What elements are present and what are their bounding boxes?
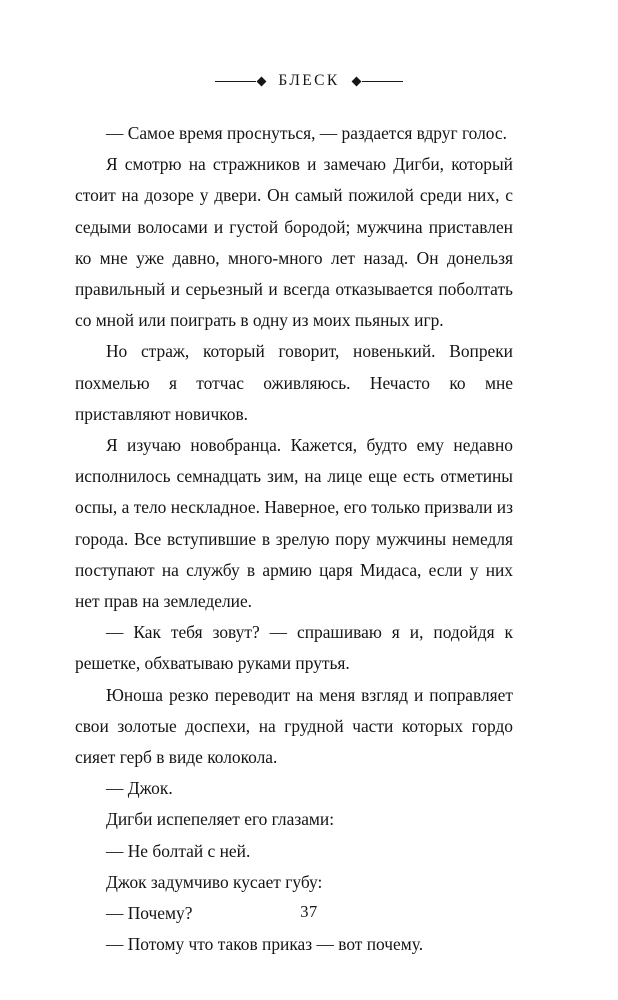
paragraph: Я смотрю на стражников и замечаю Дигби, который стоит на дозоре у двери. Он самый пожилой среди них, с седыми волосами и густой бородой; мужчина приставлен ко мне уже давно, много-много лет назад. Он донельзя правильный и серьезный и всегда отказывается поболтать со мной или поиграть в одну из моих пьяных игр. [75, 154, 513, 331]
paragraph: Я изучаю новобранца. Кажется, будто ему недавно исполнилось семнадцать зим, на лице еще есть отметины оспы, а тело нескладное. Наверное, его только призвали из города. Все вступившие в зрелую пору мужчины немедля поступают на службу в армию царя Мидаса, если у них нет прав на земледелие. [75, 435, 513, 612]
paragraph: — Потому что таков приказ — вот почему. [106, 934, 424, 955]
running-head [0, 72, 618, 90]
paragraph: Но страж, который говорит, новенький. Вопреки похмелью я тотчас оживляюсь. Нечасто ко мне приставляют новичков. [75, 341, 513, 424]
paragraph: — Как тебя зовут? — спрашиваю я и, подойдя к решетке, обхватываю руками прутья. [75, 622, 513, 674]
running-head-title: БЛЕСК [278, 72, 340, 89]
body-text [75, 118, 513, 960]
paragraph: Дигби испепеляет его глазами: [106, 809, 335, 830]
paragraph: — Джок. [106, 778, 173, 799]
diamond-shape [257, 77, 267, 87]
paragraph: — Почему? [106, 903, 193, 924]
paragraph: Юноша резко переводит на меня взгляд и поправляет свои золотые доспехи, на грудной части которых гордо сияет герб в виде колокола. [75, 684, 513, 768]
diamond-shape [351, 77, 361, 87]
paragraph: — Самое время проснуться, — раздается вдруг голос. [106, 123, 507, 143]
ornament-left-icon [215, 77, 265, 86]
page-number: 37 [300, 902, 318, 921]
paragraph: — Не болтай с ней. [106, 840, 251, 861]
ornament-right-icon [353, 77, 403, 86]
paragraph: Джок задумчиво кусает губу: [106, 871, 323, 892]
